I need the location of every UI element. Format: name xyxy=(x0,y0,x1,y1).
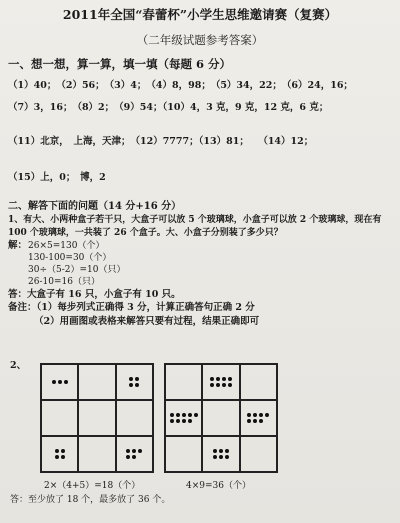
section1-answers-row3: （11）北京， 上海，天津； （12）7777；（13）81； （14）12； xyxy=(8,136,314,147)
dot xyxy=(188,413,192,417)
figure2-cell xyxy=(240,400,277,436)
calc-step-1: 26×5=130（个） xyxy=(28,241,105,251)
question1-line2: 100 个玻璃球，一共装了 26 个盒子。大、小盒子分别装了多少只？ xyxy=(8,228,283,238)
figure2-grid xyxy=(164,363,278,473)
figure1-dot-group xyxy=(52,380,68,384)
dot xyxy=(216,377,220,381)
figure2-dot-group xyxy=(210,377,232,387)
dot xyxy=(64,380,68,384)
dot xyxy=(58,380,62,384)
dot xyxy=(228,383,232,387)
figure1-cell xyxy=(78,400,115,436)
dot xyxy=(265,413,269,417)
figure1-cell xyxy=(116,364,153,400)
dot xyxy=(210,377,214,381)
dot xyxy=(216,383,220,387)
dot xyxy=(132,455,136,459)
dot xyxy=(182,419,186,423)
dot xyxy=(176,419,180,423)
dot xyxy=(55,455,59,459)
figure2-cell xyxy=(165,364,202,400)
figure2-cell xyxy=(165,400,202,436)
figure1-cell xyxy=(116,400,153,436)
dot xyxy=(135,383,139,387)
section1-answers-row2: （7）3，16； （8）2； （9）54；（10）4，3 克，9 克，12 克，6 克； xyxy=(8,102,329,113)
solution-label: 解： xyxy=(8,240,28,251)
figure2-cell xyxy=(202,400,239,436)
dot xyxy=(228,377,232,381)
dot xyxy=(219,449,223,453)
figure2-cell xyxy=(165,436,202,472)
calc-step-3: 30÷（5-2）=10（只） xyxy=(28,265,126,275)
figure1-cell xyxy=(116,436,153,472)
dot xyxy=(129,377,133,381)
dot xyxy=(259,413,263,417)
figure1-caption: 2×（4+5）=18（个） xyxy=(44,481,141,491)
dot xyxy=(259,419,263,423)
section2-heading: 二、解答下面的问题（14 分+16 分） xyxy=(8,201,182,212)
figure1-dot-group xyxy=(55,449,65,459)
dot xyxy=(132,449,136,453)
figure1-cell xyxy=(41,436,78,472)
dot xyxy=(222,377,226,381)
question2-answer: 答：至少放了 18 个，最多放了 36 个。 xyxy=(10,495,171,505)
figure1-dot-group xyxy=(129,377,139,387)
figure2-dot-group xyxy=(170,413,198,423)
dot xyxy=(225,455,229,459)
dot xyxy=(138,449,142,453)
figure2-dot-group xyxy=(247,413,269,423)
dot xyxy=(61,449,65,453)
figure1-cell xyxy=(78,364,115,400)
figure1-cell xyxy=(41,400,78,436)
dot xyxy=(253,413,257,417)
question1-line1: 1、有大、小两种盒子若干只，大盒子可以放 5 个玻璃球，小盒子可以放 2 个玻璃球，现在有 xyxy=(8,215,382,225)
dot xyxy=(126,449,130,453)
dot xyxy=(213,455,217,459)
dot xyxy=(253,419,257,423)
section1-answers-row4: （15）上，0； 博，2 xyxy=(8,172,106,183)
dot xyxy=(188,419,192,423)
dot xyxy=(213,449,217,453)
dot xyxy=(210,383,214,387)
figure2-cell xyxy=(240,436,277,472)
dot xyxy=(194,413,198,417)
figure1-cell xyxy=(41,364,78,400)
dot xyxy=(52,380,56,384)
figure1-grid xyxy=(40,363,154,473)
page-subtitle: （二年级试题参考答案） xyxy=(136,33,264,47)
figure2-cell xyxy=(202,436,239,472)
dot xyxy=(170,413,174,417)
calc-step-2: 130-100=30（个） xyxy=(28,253,112,263)
figure2-cell xyxy=(202,364,239,400)
question2-label: 2、 xyxy=(10,360,27,371)
dot xyxy=(55,449,59,453)
section1-heading: 一、想一想，算一算，填一填（每题 6 分） xyxy=(8,57,232,71)
figure2-cell xyxy=(240,364,277,400)
figure2-caption: 4×9=36（个） xyxy=(186,481,251,491)
note-1: 备注：（1）每步列式正确得 3 分，计算正确答句正确 2 分 xyxy=(8,302,255,313)
calc-step-4: 26-10=16（只） xyxy=(28,277,100,287)
figure2-dot-group xyxy=(213,449,229,459)
question1-answer: 答：大盒子有 16 只，小盒子有 10 只。 xyxy=(8,289,181,300)
dot xyxy=(247,413,251,417)
dot xyxy=(170,419,174,423)
dot xyxy=(129,383,133,387)
dot xyxy=(182,413,186,417)
dot xyxy=(222,383,226,387)
dot xyxy=(247,419,251,423)
dot xyxy=(126,455,130,459)
dot xyxy=(176,413,180,417)
page-title: 2011年全国“春蕾杯”小学生思维邀请赛（复赛） xyxy=(62,7,338,22)
dot xyxy=(135,377,139,381)
dot xyxy=(219,455,223,459)
note-2: （2）用画图或表格来解答只要有过程，结果正确即可 xyxy=(34,316,260,327)
dot xyxy=(225,449,229,453)
figure1-dot-group xyxy=(126,449,142,459)
dot xyxy=(61,455,65,459)
section1-answers-row1: （1）40； （2）56； （3）4； （4）8，98； （5）34，22； （6）24，16； xyxy=(8,80,353,91)
figure1-cell xyxy=(78,436,115,472)
